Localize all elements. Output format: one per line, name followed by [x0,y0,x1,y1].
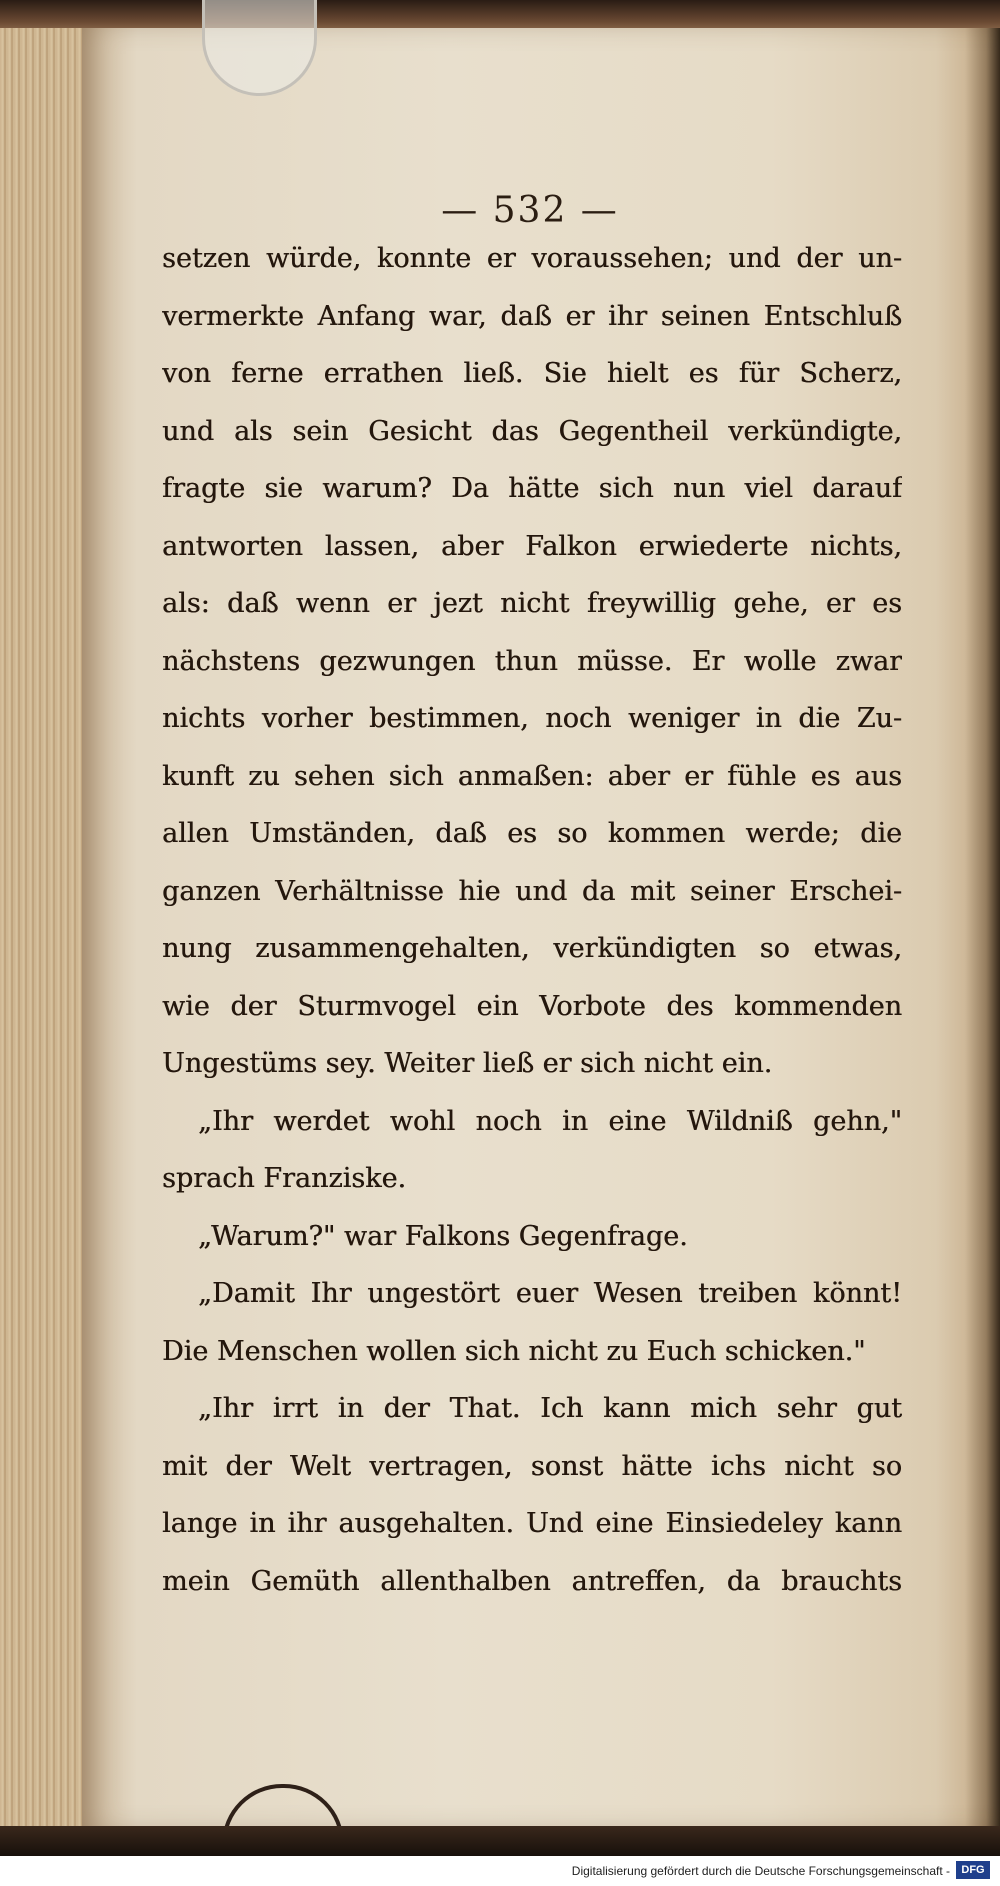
body-text [162,230,902,1610]
page-number: — 532 — [441,190,619,231]
digitization-credit: Digitalisierung gefördert durch die Deutsche Forschungsgemeinschaft - [571,1864,950,1878]
text-line: „Warum?" war Falkons Gegenfrage. [198,1220,688,1252]
binding-shadow [965,28,1000,1828]
text-line: Ungestüms sey. Weiter ließ er sich nicht ein. [162,1048,773,1079]
text-line: und als sein Gesicht das Gegentheil verkündigte, [162,415,902,447]
text-line: wie der Sturmvogel ein Vorbote des kommenden [162,990,902,1022]
text-line: setzen würde, konnte er voraussehen; und der un- [162,243,902,274]
text-line: vermerkte Anfang war, daß er ihr seinen Entschluß [162,300,902,332]
text-line: Die Menschen wollen sich nicht zu Euch schicken." [162,1335,866,1367]
text-line: nung zusammengehalten, verkündigten so etwas, [162,933,902,964]
text-line: kunft zu sehen sich anmaßen: aber er fühle es aus [162,760,902,792]
text-line: fragte sie warum? Da hätte sich nun viel darauf [162,473,902,504]
text-line: sprach Franziske. [162,1163,407,1194]
book-bottom-edge [0,1826,1000,1856]
text-line: antworten lassen, aber Falkon erwiederte nichts, [162,530,902,562]
text-line: „Ihr irrt in der That. Ich kann mich sehr gut [198,1393,902,1424]
text-line: mein Gemüth allenthalben antreffen, da brauchts [162,1565,902,1597]
text-line: mit der Welt vertragen, sonst hätte ichs nicht so [162,1450,902,1482]
text-line: als: daß wenn er jezt nicht freywillig gehe, er es [162,588,902,619]
text-line: von ferne errathen ließ. Sie hielt es für Scherz, [162,358,902,389]
text-line: ganzen Verhältnisse hie und da mit seiner Erschei- [162,875,902,907]
text-line: „Ihr werdet wohl noch in eine Wildniß gehn," [198,1105,902,1137]
text-line: lange in ihr ausgehalten. Und eine Einsiedeley kann [162,1508,902,1539]
text-line: „Damit Ihr ungestört euer Wesen treiben könnt! [198,1278,902,1309]
footer-bar [0,1856,1000,1886]
text-line: allen Umständen, daß es so kommen werde; die [162,818,902,849]
text-line: nichts vorher bestimmen, noch weniger in die Zu- [162,703,902,734]
page-edges [0,28,95,1828]
dfg-logo-icon: DFG [956,1861,990,1879]
text-line: nächstens gezwungen thun müsse. Er wolle zwar [162,645,902,677]
